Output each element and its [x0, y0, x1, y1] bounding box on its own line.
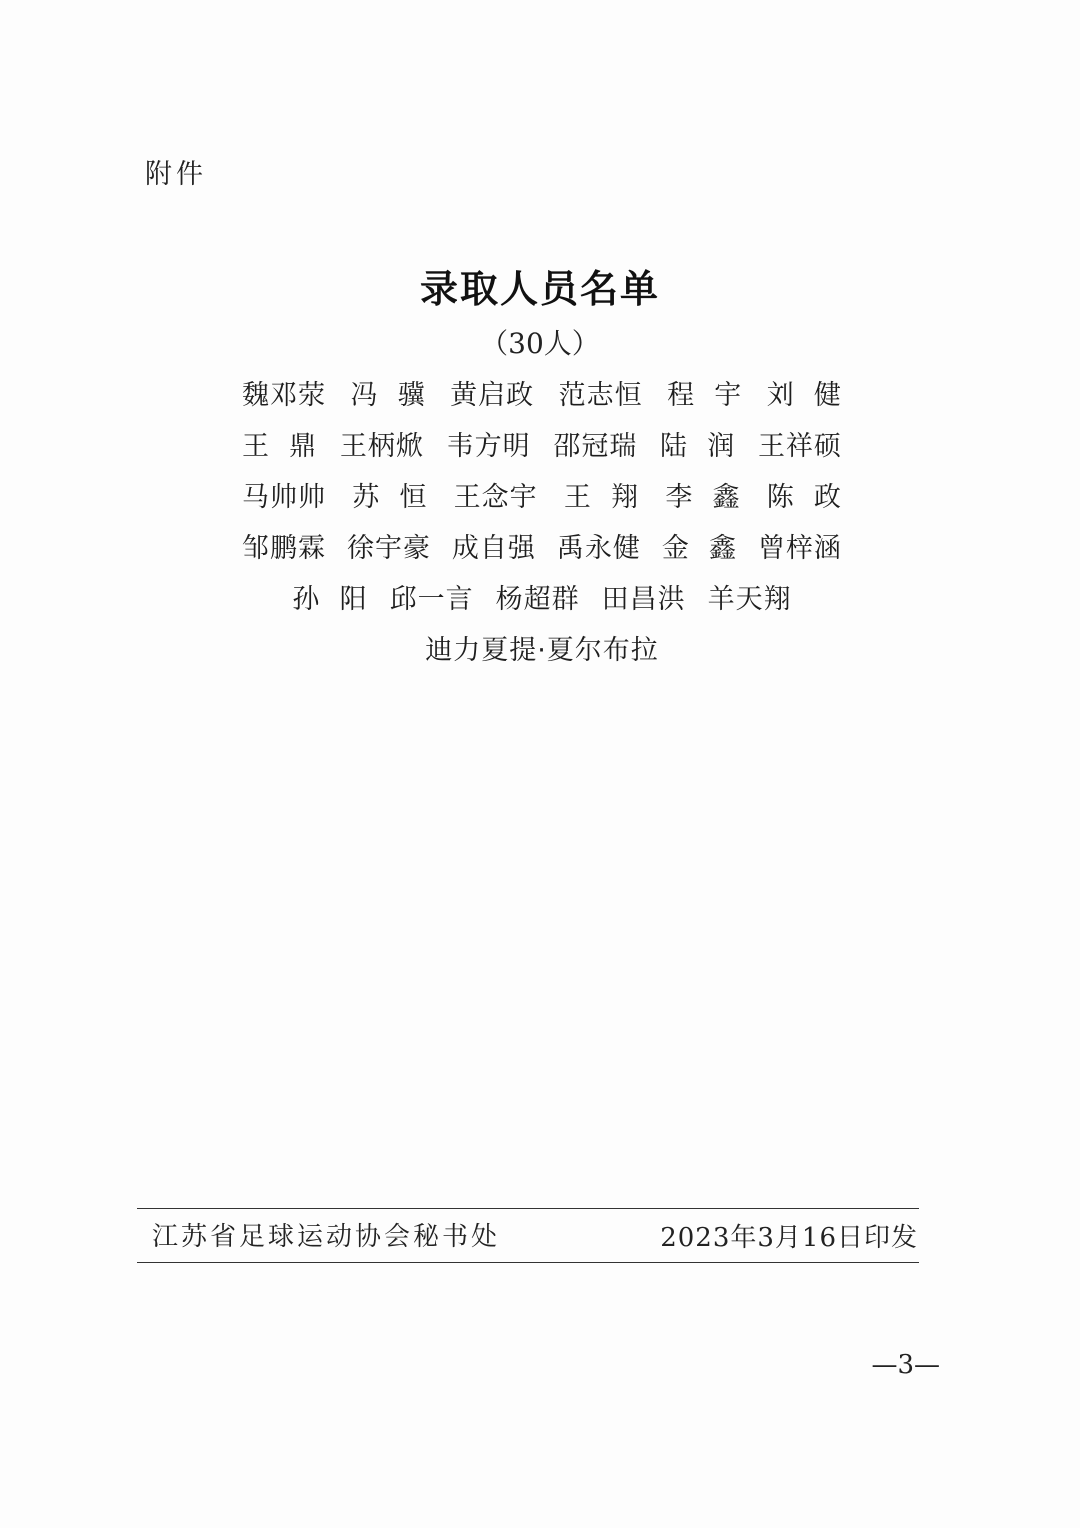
name-entry: 冯 骥	[350, 380, 426, 411]
name-entry: 范志恒	[558, 380, 643, 411]
issue-date: 2023年3月16日印发	[660, 1223, 918, 1253]
name-entry: 程 宇	[667, 380, 743, 411]
name-entry: 陆 润	[660, 431, 736, 462]
name-row	[242, 421, 842, 472]
admitted-name-list	[242, 370, 842, 676]
name-entry: 李 鑫	[665, 482, 741, 513]
name-entry: 田昌洪	[601, 584, 686, 615]
name-entry: 王柄焮	[339, 431, 424, 462]
name-row	[242, 370, 842, 421]
name-entry: 邵冠瑞	[553, 431, 638, 462]
name-entry: 王念宇	[453, 482, 538, 513]
name-entry: 马帅帅	[242, 482, 326, 513]
name-entry: 羊天翔	[707, 584, 792, 615]
name-entry: 徐宇豪	[346, 533, 431, 564]
name-entry: 孙 阳	[292, 584, 368, 615]
name-entry: 邹鹏霖	[242, 533, 326, 564]
name-entry: 王 鼎	[242, 431, 318, 462]
name-entry: 曾梓涵	[757, 533, 842, 564]
attachment-label: 附件	[145, 159, 207, 190]
document-title: 录取人员名单	[419, 267, 660, 311]
name-entry: 苏 恒	[352, 482, 428, 513]
name-entry: 金 鑫	[661, 533, 737, 564]
name-entry: 黄启政	[450, 380, 535, 411]
document-subtitle: （30人）	[480, 327, 600, 360]
name-entry: 王 翔	[563, 482, 640, 513]
name-entry: 刘 健	[766, 380, 842, 411]
footer-bottom-rule	[137, 1262, 919, 1263]
name-entry: 王祥硕	[757, 431, 842, 462]
footer-top-rule	[137, 1208, 919, 1209]
name-entry: 邱一言	[389, 584, 474, 615]
name-row	[242, 625, 842, 676]
name-entry: 禹永健	[556, 533, 641, 564]
name-entry: 魏邓荥	[242, 380, 326, 411]
name-row	[242, 523, 842, 574]
page-number: —3—	[871, 1350, 940, 1380]
name-row	[242, 472, 842, 523]
name-entry: 成自强	[451, 533, 536, 564]
name-entry: 陈 政	[766, 482, 842, 513]
issuer-name: 江苏省足球运动协会秘书处	[152, 1222, 501, 1252]
name-row	[242, 574, 842, 625]
name-entry: 迪力夏提·夏尔布拉	[425, 635, 659, 666]
name-entry: 杨超群	[495, 584, 580, 615]
name-entry: 韦方明	[446, 431, 531, 462]
